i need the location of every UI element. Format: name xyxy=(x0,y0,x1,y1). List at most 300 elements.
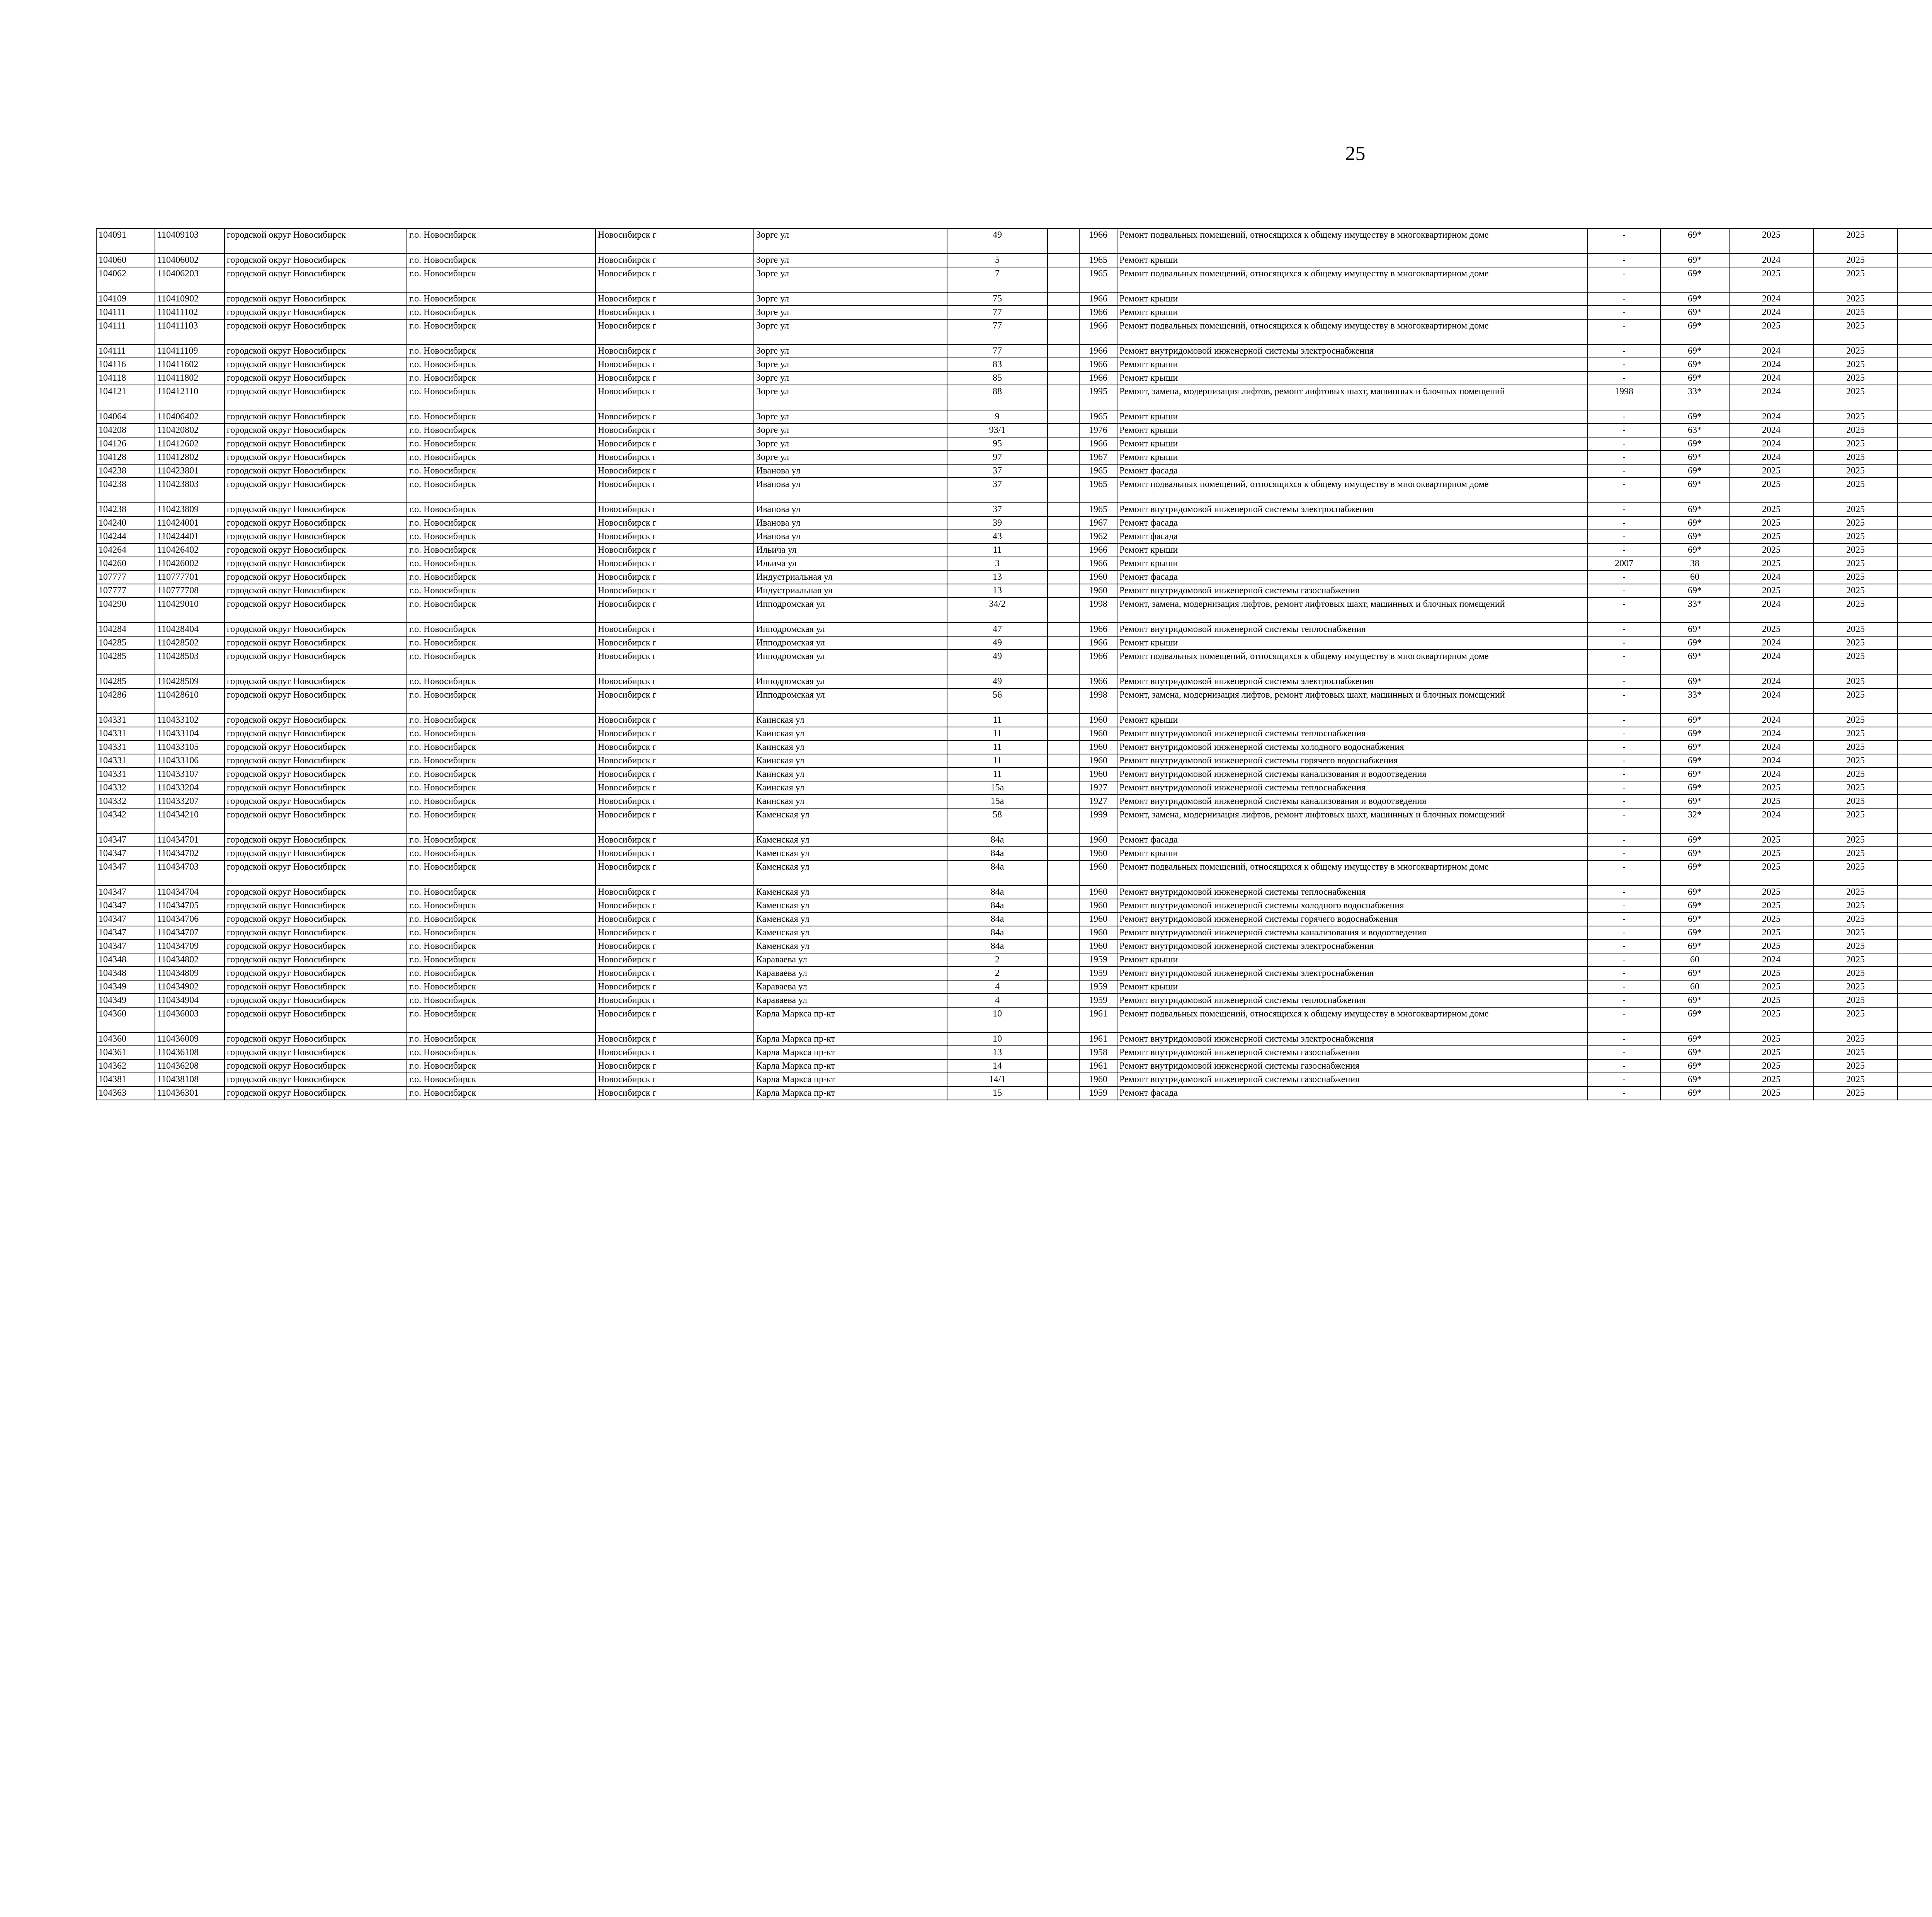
house-number-cell: 5 xyxy=(947,254,1048,267)
end-year-cell: 2025 xyxy=(1813,1086,1898,1100)
cost-total-cell xyxy=(1898,913,1932,926)
city-cell: Новосибирск г xyxy=(595,1059,754,1073)
settlement-cell: г.о. Новосибирск xyxy=(407,254,595,267)
house-id-cell: 104348 xyxy=(96,953,155,967)
end-year-cell: 2025 xyxy=(1813,833,1898,847)
last-repair-year-cell: - xyxy=(1588,847,1660,860)
build-year-cell: 1960 xyxy=(1079,847,1117,860)
settlement-cell: г.о. Новосибирск xyxy=(407,636,595,650)
city-cell: Новосибирск г xyxy=(595,292,754,306)
last-repair-year-cell: - xyxy=(1588,1086,1660,1100)
wear-cell: 60 xyxy=(1660,980,1729,994)
street-cell: Ипподромская ул xyxy=(754,688,947,713)
plan-year-cell: 2024 xyxy=(1729,437,1813,451)
wear-cell: 69* xyxy=(1660,1007,1729,1032)
end-year-cell: 2025 xyxy=(1813,598,1898,623)
city-cell: Новосибирск г xyxy=(595,254,754,267)
plan-year-cell: 2025 xyxy=(1729,860,1813,885)
work-type-cell: Ремонт подвальных помещений, относящихся к общему имуществу в многоквартирном доме xyxy=(1117,478,1588,503)
wear-cell: 69* xyxy=(1660,543,1729,557)
table-row xyxy=(96,478,1932,503)
house-id-cell: 104238 xyxy=(96,478,155,503)
table-row xyxy=(96,860,1932,885)
plan-year-cell: 2025 xyxy=(1729,781,1813,795)
municipality-cell: городской округ Новосибирск xyxy=(224,516,407,530)
work-type-cell: Ремонт, замена, модернизация лифтов, ремонт лифтовых шахт, машинных и блочных помещений xyxy=(1117,385,1588,410)
house-number-cell: 49 xyxy=(947,228,1048,254)
build-year-cell: 1965 xyxy=(1079,254,1117,267)
city-cell: Новосибирск г xyxy=(595,623,754,636)
plan-year-cell: 2025 xyxy=(1729,913,1813,926)
build-year-cell: 1966 xyxy=(1079,623,1117,636)
table-row xyxy=(96,306,1932,319)
wear-cell: 69* xyxy=(1660,584,1729,598)
cost-total-cell xyxy=(1898,754,1932,768)
record-id-cell: 110412110 xyxy=(155,385,224,410)
street-cell: Ипподромская ул xyxy=(754,675,947,688)
last-repair-year-cell: - xyxy=(1588,795,1660,808)
build-year-cell: 1927 xyxy=(1079,781,1117,795)
building-cell xyxy=(1048,1007,1079,1032)
table-row xyxy=(96,754,1932,768)
settlement-cell: г.о. Новосибирск xyxy=(407,478,595,503)
street-cell: Иванова ул xyxy=(754,478,947,503)
street-cell: Карла Маркса пр-кт xyxy=(754,1086,947,1100)
house-number-cell: 93/1 xyxy=(947,424,1048,437)
cost-total-cell xyxy=(1898,860,1932,885)
end-year-cell: 2025 xyxy=(1813,464,1898,478)
settlement-cell: г.о. Новосибирск xyxy=(407,1007,595,1032)
building-cell xyxy=(1048,306,1079,319)
settlement-cell: г.о. Новосибирск xyxy=(407,713,595,727)
cost-total-cell xyxy=(1898,516,1932,530)
table-row xyxy=(96,1046,1932,1059)
cost-total-cell xyxy=(1898,1073,1932,1086)
house-id-cell: 104331 xyxy=(96,768,155,781)
house-number-cell: 9 xyxy=(947,410,1048,424)
wear-cell: 69* xyxy=(1660,516,1729,530)
end-year-cell: 2025 xyxy=(1813,913,1898,926)
settlement-cell: г.о. Новосибирск xyxy=(407,650,595,675)
wear-cell: 69* xyxy=(1660,228,1729,254)
house-id-cell: 104331 xyxy=(96,713,155,727)
cost-total-cell xyxy=(1898,994,1932,1007)
municipality-cell: городской округ Новосибирск xyxy=(224,570,407,584)
work-type-cell: Ремонт внутридомовой инженерной системы канализования и водоотведения xyxy=(1117,926,1588,940)
settlement-cell: г.о. Новосибирск xyxy=(407,899,595,913)
house-number-cell: 88 xyxy=(947,385,1048,410)
record-id-cell: 110426002 xyxy=(155,557,224,570)
record-id-cell: 110411802 xyxy=(155,371,224,385)
city-cell: Новосибирск г xyxy=(595,503,754,516)
cost-total-cell xyxy=(1898,598,1932,623)
cost-total-cell xyxy=(1898,570,1932,584)
wear-cell: 33* xyxy=(1660,385,1729,410)
building-cell xyxy=(1048,344,1079,358)
building-cell xyxy=(1048,267,1079,292)
work-type-cell: Ремонт внутридомовой инженерной системы электроснабжения xyxy=(1117,675,1588,688)
city-cell: Новосибирск г xyxy=(595,1046,754,1059)
wear-cell: 69* xyxy=(1660,306,1729,319)
cost-total-cell xyxy=(1898,1007,1932,1032)
building-cell xyxy=(1048,437,1079,451)
work-type-cell: Ремонт внутридомовой инженерной системы теплоснабжения xyxy=(1117,885,1588,899)
record-id-cell: 110423809 xyxy=(155,503,224,516)
record-id-cell: 110411602 xyxy=(155,358,224,371)
build-year-cell: 1966 xyxy=(1079,636,1117,650)
house-id-cell: 104290 xyxy=(96,598,155,623)
last-repair-year-cell: - xyxy=(1588,768,1660,781)
building-cell xyxy=(1048,980,1079,994)
work-type-cell: Ремонт, замена, модернизация лифтов, ремонт лифтовых шахт, машинных и блочных помещений xyxy=(1117,808,1588,833)
house-id-cell: 104260 xyxy=(96,557,155,570)
plan-year-cell: 2025 xyxy=(1729,926,1813,940)
build-year-cell: 1967 xyxy=(1079,516,1117,530)
table-row xyxy=(96,741,1932,754)
plan-year-cell: 2024 xyxy=(1729,953,1813,967)
plan-year-cell: 2024 xyxy=(1729,768,1813,781)
municipality-cell: городской округ Новосибирск xyxy=(224,768,407,781)
settlement-cell: г.о. Новосибирск xyxy=(407,754,595,768)
plan-year-cell: 2025 xyxy=(1729,994,1813,1007)
building-cell xyxy=(1048,570,1079,584)
house-id-cell: 104362 xyxy=(96,1059,155,1073)
street-cell: Каинская ул xyxy=(754,781,947,795)
city-cell: Новосибирск г xyxy=(595,451,754,464)
work-type-cell: Ремонт крыши xyxy=(1117,980,1588,994)
settlement-cell: г.о. Новосибирск xyxy=(407,967,595,980)
house-id-cell: 104349 xyxy=(96,994,155,1007)
wear-cell: 69* xyxy=(1660,913,1729,926)
end-year-cell: 2025 xyxy=(1813,371,1898,385)
build-year-cell: 1995 xyxy=(1079,385,1117,410)
house-id-cell: 104111 xyxy=(96,306,155,319)
house-number-cell: 10 xyxy=(947,1007,1048,1032)
house-id-cell: 104286 xyxy=(96,688,155,713)
wear-cell: 60 xyxy=(1660,570,1729,584)
street-cell: Зорге ул xyxy=(754,410,947,424)
building-cell xyxy=(1048,675,1079,688)
table-row xyxy=(96,1086,1932,1100)
street-cell: Ипподромская ул xyxy=(754,650,947,675)
table-row xyxy=(96,344,1932,358)
settlement-cell: г.о. Новосибирск xyxy=(407,994,595,1007)
street-cell: Каинская ул xyxy=(754,754,947,768)
wear-cell: 69* xyxy=(1660,994,1729,1007)
table-row xyxy=(96,768,1932,781)
city-cell: Новосибирск г xyxy=(595,598,754,623)
cost-total-cell xyxy=(1898,650,1932,675)
house-id-cell: 104331 xyxy=(96,754,155,768)
building-cell xyxy=(1048,598,1079,623)
house-id-cell: 104060 xyxy=(96,254,155,267)
end-year-cell: 2025 xyxy=(1813,358,1898,371)
record-id-cell: 110434809 xyxy=(155,967,224,980)
house-number-cell: 58 xyxy=(947,808,1048,833)
municipality-cell: городской округ Новосибирск xyxy=(224,437,407,451)
last-repair-year-cell: 1998 xyxy=(1588,385,1660,410)
build-year-cell: 1960 xyxy=(1079,727,1117,741)
table-row xyxy=(96,254,1932,267)
table-body xyxy=(96,228,1932,1100)
wear-cell: 69* xyxy=(1660,781,1729,795)
work-type-cell: Ремонт крыши xyxy=(1117,292,1588,306)
plan-year-cell: 2024 xyxy=(1729,754,1813,768)
table-row xyxy=(96,953,1932,967)
settlement-cell: г.о. Новосибирск xyxy=(407,516,595,530)
end-year-cell: 2025 xyxy=(1813,228,1898,254)
end-year-cell: 2025 xyxy=(1813,940,1898,953)
house-number-cell: 84а xyxy=(947,885,1048,899)
last-repair-year-cell: - xyxy=(1588,1046,1660,1059)
municipality-cell: городской округ Новосибирск xyxy=(224,980,407,994)
settlement-cell: г.о. Новосибирск xyxy=(407,437,595,451)
municipality-cell: городской округ Новосибирск xyxy=(224,994,407,1007)
last-repair-year-cell: - xyxy=(1588,808,1660,833)
house-id-cell: 104128 xyxy=(96,451,155,464)
municipality-cell: городской округ Новосибирск xyxy=(224,675,407,688)
wear-cell: 33* xyxy=(1660,598,1729,623)
build-year-cell: 1960 xyxy=(1079,913,1117,926)
wear-cell: 69* xyxy=(1660,1059,1729,1073)
settlement-cell: г.о. Новосибирск xyxy=(407,1086,595,1100)
end-year-cell: 2025 xyxy=(1813,953,1898,967)
end-year-cell: 2025 xyxy=(1813,860,1898,885)
work-type-cell: Ремонт фасада xyxy=(1117,516,1588,530)
last-repair-year-cell: - xyxy=(1588,727,1660,741)
house-id-cell: 104347 xyxy=(96,899,155,913)
municipality-cell: городской округ Новосибирск xyxy=(224,623,407,636)
street-cell: Индустриальная ул xyxy=(754,584,947,598)
house-number-cell: 84а xyxy=(947,940,1048,953)
house-number-cell: 4 xyxy=(947,994,1048,1007)
last-repair-year-cell: - xyxy=(1588,913,1660,926)
end-year-cell: 2025 xyxy=(1813,675,1898,688)
city-cell: Новосибирск г xyxy=(595,1086,754,1100)
street-cell: Каменская ул xyxy=(754,940,947,953)
municipality-cell: городской округ Новосибирск xyxy=(224,385,407,410)
settlement-cell: г.о. Новосибирск xyxy=(407,385,595,410)
settlement-cell: г.о. Новосибирск xyxy=(407,860,595,885)
municipality-cell: городской округ Новосибирск xyxy=(224,410,407,424)
record-id-cell: 110406402 xyxy=(155,410,224,424)
table-row xyxy=(96,980,1932,994)
cost-total-cell xyxy=(1898,727,1932,741)
plan-year-cell: 2024 xyxy=(1729,675,1813,688)
work-type-cell: Ремонт внутридомовой инженерной системы теплоснабжения xyxy=(1117,727,1588,741)
cost-total-cell xyxy=(1898,530,1932,543)
plan-year-cell: 2025 xyxy=(1729,557,1813,570)
record-id-cell: 110436208 xyxy=(155,1059,224,1073)
work-type-cell: Ремонт крыши xyxy=(1117,358,1588,371)
settlement-cell: г.о. Новосибирск xyxy=(407,980,595,994)
street-cell: Каинская ул xyxy=(754,768,947,781)
municipality-cell: городской округ Новосибирск xyxy=(224,344,407,358)
house-id-cell: 104240 xyxy=(96,516,155,530)
settlement-cell: г.о. Новосибирск xyxy=(407,292,595,306)
municipality-cell: городской округ Новосибирск xyxy=(224,371,407,385)
cost-total-cell xyxy=(1898,1086,1932,1100)
build-year-cell: 1959 xyxy=(1079,967,1117,980)
end-year-cell: 2025 xyxy=(1813,1007,1898,1032)
plan-year-cell: 2024 xyxy=(1729,598,1813,623)
end-year-cell: 2025 xyxy=(1813,741,1898,754)
record-id-cell: 110436003 xyxy=(155,1007,224,1032)
building-cell xyxy=(1048,371,1079,385)
last-repair-year-cell: - xyxy=(1588,940,1660,953)
city-cell: Новосибирск г xyxy=(595,781,754,795)
table-row xyxy=(96,833,1932,847)
table-row xyxy=(96,885,1932,899)
cost-total-cell xyxy=(1898,557,1932,570)
cost-total-cell xyxy=(1898,967,1932,980)
end-year-cell: 2025 xyxy=(1813,306,1898,319)
plan-year-cell: 2024 xyxy=(1729,292,1813,306)
plan-year-cell: 2025 xyxy=(1729,1007,1813,1032)
wear-cell: 69* xyxy=(1660,650,1729,675)
municipality-cell: городской округ Новосибирск xyxy=(224,926,407,940)
house-id-cell: 104126 xyxy=(96,437,155,451)
last-repair-year-cell: - xyxy=(1588,675,1660,688)
wear-cell: 69* xyxy=(1660,478,1729,503)
record-id-cell: 110411103 xyxy=(155,319,224,344)
street-cell: Ильича ул xyxy=(754,543,947,557)
table-row xyxy=(96,1032,1932,1046)
house-number-cell: 49 xyxy=(947,675,1048,688)
building-cell xyxy=(1048,543,1079,557)
table-row xyxy=(96,385,1932,410)
building-cell xyxy=(1048,926,1079,940)
last-repair-year-cell: - xyxy=(1588,292,1660,306)
municipality-cell: городской округ Новосибирск xyxy=(224,598,407,623)
table-row xyxy=(96,267,1932,292)
city-cell: Новосибирск г xyxy=(595,437,754,451)
house-id-cell: 104062 xyxy=(96,267,155,292)
record-id-cell: 110436301 xyxy=(155,1086,224,1100)
work-type-cell: Ремонт крыши xyxy=(1117,713,1588,727)
plan-year-cell: 2024 xyxy=(1729,688,1813,713)
last-repair-year-cell: - xyxy=(1588,543,1660,557)
plan-year-cell: 2025 xyxy=(1729,833,1813,847)
last-repair-year-cell: - xyxy=(1588,464,1660,478)
wear-cell: 69* xyxy=(1660,319,1729,344)
record-id-cell: 110777708 xyxy=(155,584,224,598)
work-type-cell: Ремонт внутридомовой инженерной системы газоснабжения xyxy=(1117,1046,1588,1059)
record-id-cell: 110420802 xyxy=(155,424,224,437)
street-cell: Зорге ул xyxy=(754,306,947,319)
building-cell xyxy=(1048,636,1079,650)
plan-year-cell: 2025 xyxy=(1729,503,1813,516)
build-year-cell: 1976 xyxy=(1079,424,1117,437)
build-year-cell: 1959 xyxy=(1079,980,1117,994)
plan-year-cell: 2025 xyxy=(1729,319,1813,344)
last-repair-year-cell: - xyxy=(1588,598,1660,623)
settlement-cell: г.о. Новосибирск xyxy=(407,1046,595,1059)
house-number-cell: 11 xyxy=(947,741,1048,754)
record-id-cell: 110410902 xyxy=(155,292,224,306)
cost-total-cell xyxy=(1898,267,1932,292)
table-row xyxy=(96,598,1932,623)
end-year-cell: 2025 xyxy=(1813,543,1898,557)
building-cell xyxy=(1048,424,1079,437)
last-repair-year-cell: - xyxy=(1588,899,1660,913)
end-year-cell: 2025 xyxy=(1813,688,1898,713)
house-id-cell: 104121 xyxy=(96,385,155,410)
work-type-cell: Ремонт внутридомовой инженерной системы горячего водоснабжения xyxy=(1117,754,1588,768)
wear-cell: 69* xyxy=(1660,267,1729,292)
work-type-cell: Ремонт внутридомовой инженерной системы газоснабжения xyxy=(1117,1059,1588,1073)
build-year-cell: 1966 xyxy=(1079,344,1117,358)
street-cell: Каменская ул xyxy=(754,899,947,913)
street-cell: Караваева ул xyxy=(754,980,947,994)
record-id-cell: 110406002 xyxy=(155,254,224,267)
municipality-cell: городской округ Новосибирск xyxy=(224,306,407,319)
street-cell: Ильича ул xyxy=(754,557,947,570)
last-repair-year-cell: - xyxy=(1588,885,1660,899)
settlement-cell: г.о. Новосибирск xyxy=(407,727,595,741)
table-row xyxy=(96,913,1932,926)
last-repair-year-cell: - xyxy=(1588,228,1660,254)
last-repair-year-cell: - xyxy=(1588,516,1660,530)
work-type-cell: Ремонт крыши xyxy=(1117,451,1588,464)
city-cell: Новосибирск г xyxy=(595,516,754,530)
last-repair-year-cell: - xyxy=(1588,451,1660,464)
end-year-cell: 2025 xyxy=(1813,967,1898,980)
building-cell xyxy=(1048,727,1079,741)
settlement-cell: г.о. Новосибирск xyxy=(407,833,595,847)
house-number-cell: 13 xyxy=(947,584,1048,598)
settlement-cell: г.о. Новосибирск xyxy=(407,267,595,292)
work-type-cell: Ремонт, замена, модернизация лифтов, ремонт лифтовых шахт, машинных и блочных помещений xyxy=(1117,598,1588,623)
city-cell: Новосибирск г xyxy=(595,885,754,899)
last-repair-year-cell: - xyxy=(1588,980,1660,994)
cost-total-cell xyxy=(1898,768,1932,781)
building-cell xyxy=(1048,713,1079,727)
city-cell: Новосибирск г xyxy=(595,847,754,860)
municipality-cell: городской округ Новосибирск xyxy=(224,781,407,795)
building-cell xyxy=(1048,1046,1079,1059)
street-cell: Зорге ул xyxy=(754,451,947,464)
cost-total-cell xyxy=(1898,358,1932,371)
house-id-cell: 104347 xyxy=(96,833,155,847)
building-cell xyxy=(1048,292,1079,306)
last-repair-year-cell: - xyxy=(1588,371,1660,385)
last-repair-year-cell: - xyxy=(1588,967,1660,980)
table-row xyxy=(96,570,1932,584)
building-cell xyxy=(1048,768,1079,781)
house-id-cell: 104347 xyxy=(96,860,155,885)
municipality-cell: городской округ Новосибирск xyxy=(224,1032,407,1046)
build-year-cell: 1966 xyxy=(1079,371,1117,385)
settlement-cell: г.о. Новосибирск xyxy=(407,885,595,899)
cost-total-cell xyxy=(1898,885,1932,899)
end-year-cell: 2025 xyxy=(1813,1046,1898,1059)
plan-year-cell: 2024 xyxy=(1729,344,1813,358)
building-cell xyxy=(1048,557,1079,570)
building-cell xyxy=(1048,1086,1079,1100)
end-year-cell: 2025 xyxy=(1813,503,1898,516)
building-cell xyxy=(1048,754,1079,768)
house-id-cell: 104111 xyxy=(96,344,155,358)
municipality-cell: городской округ Новосибирск xyxy=(224,543,407,557)
settlement-cell: г.о. Новосибирск xyxy=(407,530,595,543)
plan-year-cell: 2025 xyxy=(1729,967,1813,980)
street-cell: Ипподромская ул xyxy=(754,598,947,623)
build-year-cell: 1966 xyxy=(1079,650,1117,675)
municipality-cell: городской округ Новосибирск xyxy=(224,899,407,913)
building-cell xyxy=(1048,913,1079,926)
municipality-cell: городской округ Новосибирск xyxy=(224,254,407,267)
